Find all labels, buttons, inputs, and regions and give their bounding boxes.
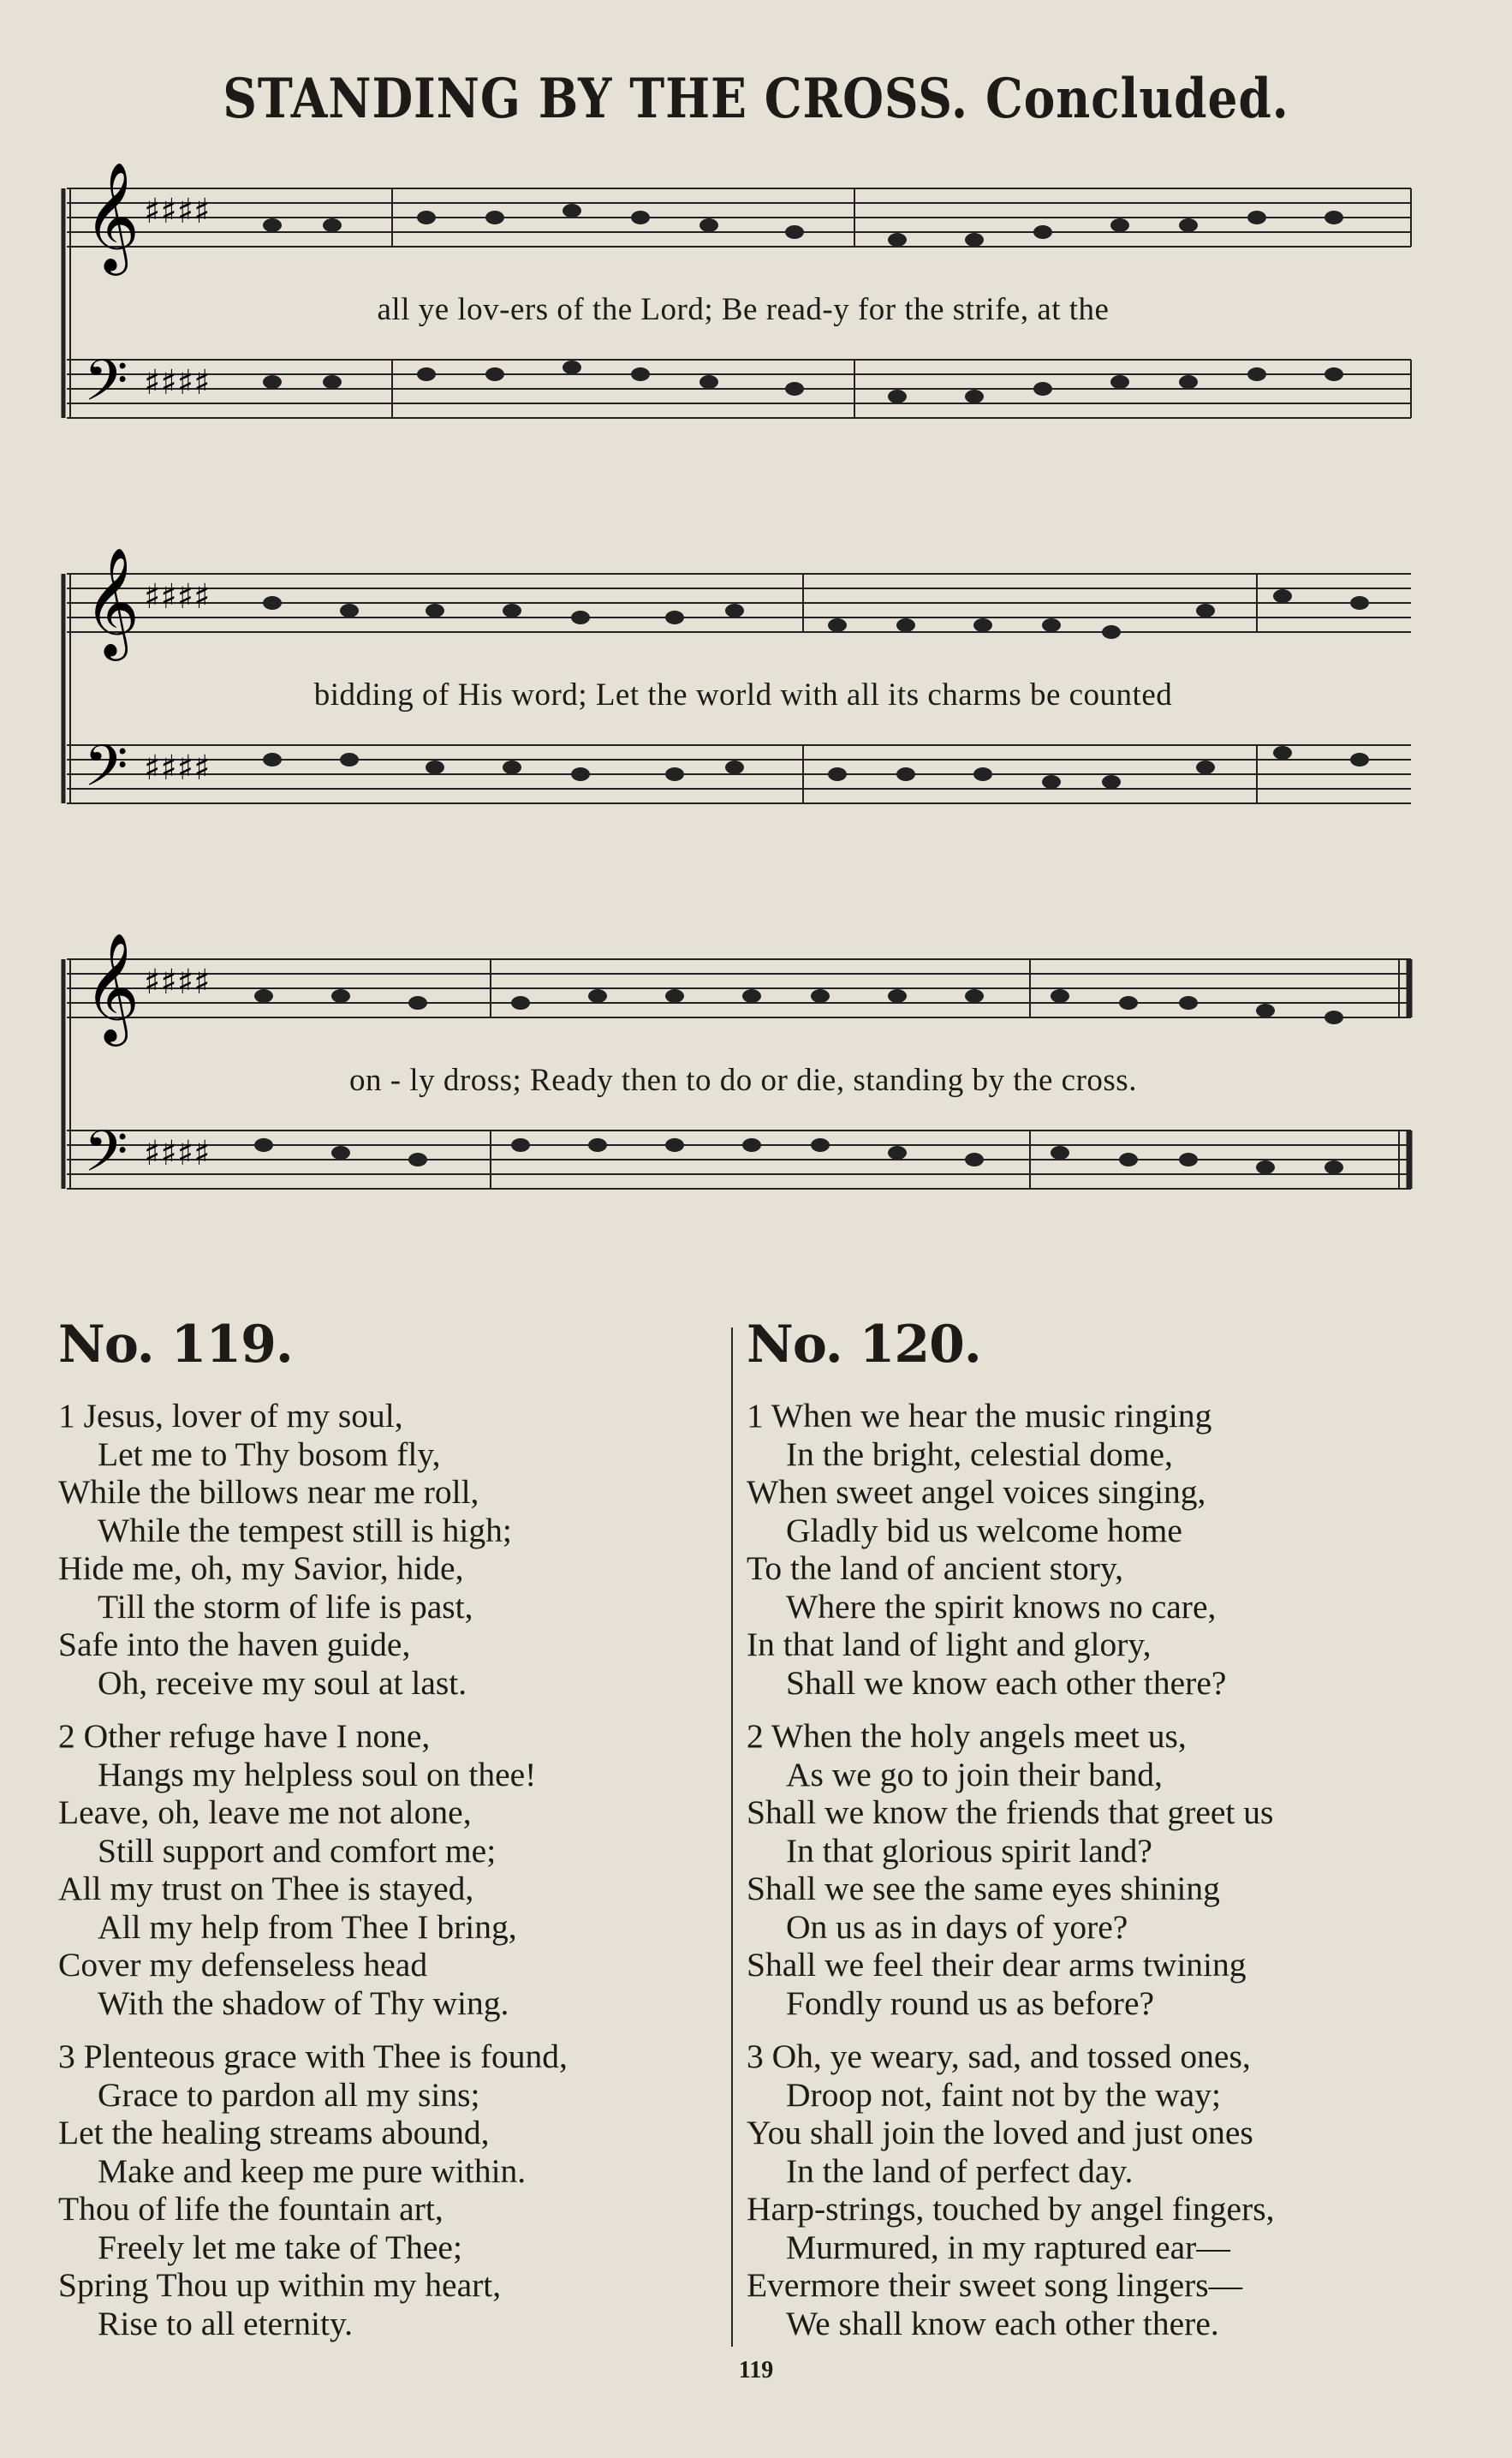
svg-text:♯♯♯♯: ♯♯♯♯ — [144, 749, 211, 788]
music-system-2 — [58, 548, 1428, 865]
svg-text:♯♯♯♯: ♯♯♯♯ — [144, 577, 211, 617]
verse-line: Till the storm of life is past, — [98, 1587, 473, 1626]
svg-text:𝄞: 𝄞 — [84, 163, 140, 271]
verse-line: Shall we see the same eyes shining — [747, 1870, 1220, 1907]
hymn-120 — [747, 1315, 1274, 2358]
svg-text:𝄞: 𝄞 — [84, 548, 140, 656]
page-number: 119 — [738, 2357, 774, 2383]
verse-line: Spring Thou up within my heart, — [58, 2266, 502, 2304]
svg-text:♯♯♯♯: ♯♯♯♯ — [144, 363, 211, 403]
hymn-number: No. 120. — [747, 1315, 981, 1375]
verse-line: Leave, oh, leave me not alone, — [58, 1793, 472, 1831]
verse-line: Droop not, faint not by the way; — [786, 2075, 1221, 2114]
verse-line: Gladly bid us welcome home — [786, 1511, 1182, 1549]
lyric-line-1: all ye lov-ers of the Lord; Be read-y for the strife, at the — [377, 292, 1110, 327]
verse-line: While the billows near me roll, — [58, 1473, 479, 1511]
stanza-3 — [747, 2037, 1274, 2342]
verse-line: Let me to Thy bosom fly, — [98, 1435, 441, 1473]
verse-line: Shall we know the friends that greet us — [747, 1793, 1274, 1831]
verse-line: Harp-strings, touched by angel fingers, — [747, 2190, 1275, 2228]
svg-text:♯♯♯♯: ♯♯♯♯ — [144, 192, 211, 231]
stanza-2 — [58, 1717, 568, 2022]
verse-line: Make and keep me pure within. — [98, 2151, 527, 2190]
verse-line: Hide me, oh, my Savior, hide, — [58, 1549, 464, 1587]
verse-line: Murmured, in my raptured ear— — [786, 2228, 1230, 2266]
bass-staff — [67, 360, 1411, 418]
verse-line: We shall know each other there. — [786, 2304, 1219, 2342]
music-system-3 — [58, 934, 1428, 1250]
verse-line: Grace to pardon all my sins; — [98, 2075, 480, 2114]
svg-text:♯♯♯♯: ♯♯♯♯ — [144, 963, 211, 1002]
hymn-119 — [58, 1315, 568, 2358]
stanza-1 — [58, 1397, 568, 1702]
verse-line: 2 Other refuge have I none, — [58, 1717, 431, 1755]
stanza-2 — [747, 1717, 1274, 2022]
verse-line: Shall we know each other there? — [786, 1663, 1227, 1702]
verse-line: Fondly round us as before? — [786, 1984, 1155, 2022]
verse-line: Oh, receive my soul at last. — [98, 1663, 467, 1702]
verse-line: Still support and comfort me; — [98, 1831, 497, 1870]
svg-text:𝄢: 𝄢 — [84, 733, 128, 813]
stanza-1 — [747, 1397, 1274, 1702]
verse-line: 3 Oh, ye weary, sad, and tossed ones, — [747, 2037, 1251, 2075]
hymn-number: No. 119. — [58, 1315, 293, 1375]
svg-text:𝄞: 𝄞 — [84, 934, 140, 1041]
verse-line: When sweet angel voices singing, — [747, 1473, 1206, 1511]
verse-line: Shall we feel their dear arms twining — [747, 1946, 1247, 1984]
treble-staff — [67, 188, 1411, 247]
verse-line: Hangs my helpless soul on thee! — [98, 1755, 537, 1793]
page-title: STANDING BY THE CROSS. Concluded. — [223, 67, 1289, 131]
svg-text:𝄢: 𝄢 — [84, 348, 128, 427]
verse-line: To the land of ancient story, — [747, 1549, 1124, 1587]
verse-line: 1 When we hear the music ringing — [747, 1397, 1212, 1435]
verse-line: In that glorious spirit land? — [786, 1831, 1152, 1870]
verse-line: Thou of life the fountain art, — [58, 2190, 443, 2228]
verse-line: Safe into the haven guide, — [58, 1626, 411, 1663]
music-system-1 — [58, 163, 1428, 480]
verse-line: You shall join the loved and just ones — [747, 2114, 1253, 2151]
lyric-line-3: on - ly dross; Ready then to do or die, standing by the cross. — [349, 1063, 1137, 1098]
verse-line: 3 Plenteous grace with Thee is found, — [58, 2037, 568, 2075]
verse-line: Where the spirit knows no care, — [786, 1587, 1217, 1626]
svg-text:𝄢: 𝄢 — [84, 1119, 128, 1198]
lyric-line-2: bidding of His word; Let the world with all its charms be counted — [313, 677, 1173, 713]
verse-line: Freely let me take of Thee; — [98, 2228, 462, 2266]
verse-line: With the shadow of Thy wing. — [98, 1984, 509, 2022]
verse-line: 1 Jesus, lover of my soul, — [58, 1397, 403, 1435]
verse-line: Rise to all eternity. — [98, 2304, 354, 2342]
verse-line: 2 When the holy angels meet us, — [747, 1717, 1187, 1755]
verse-line: While the tempest still is high; — [98, 1511, 512, 1549]
column-divider — [731, 1327, 733, 2347]
verse-line: Cover my defenseless head — [58, 1946, 428, 1984]
verse-line: In the bright, celestial dome, — [786, 1435, 1173, 1473]
verse-line: Let the healing streams abound, — [58, 2114, 490, 2151]
verse-line: All my help from Thee I bring, — [98, 1907, 517, 1946]
verse-line: In that land of light and glory, — [747, 1626, 1152, 1663]
verse-line: All my trust on Thee is stayed, — [58, 1870, 474, 1907]
svg-text:♯♯♯♯: ♯♯♯♯ — [144, 1134, 211, 1173]
verse-line: Evermore their sweet song lingers— — [747, 2266, 1243, 2304]
verse-line: As we go to join their band, — [786, 1755, 1163, 1793]
stanza-3 — [58, 2037, 568, 2342]
verse-line: In the land of perfect day. — [786, 2151, 1134, 2190]
verse-line: On us as in days of yore? — [786, 1907, 1128, 1946]
